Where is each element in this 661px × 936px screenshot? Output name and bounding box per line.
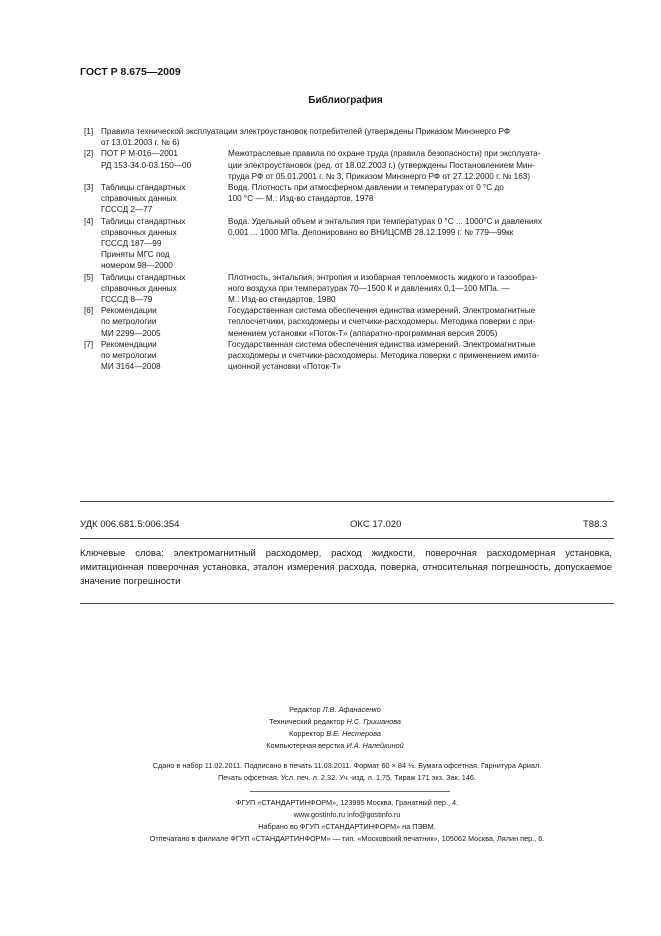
entry-reference: [101, 272, 228, 306]
entry-reference: [101, 182, 228, 216]
credit-name: И.А. Налейкиной: [346, 741, 404, 750]
reference-line: от 13.01.2003 г. № 6): [101, 138, 180, 148]
divider-bottom: [80, 603, 614, 604]
reference-line: Таблицы стандартных: [101, 272, 186, 282]
description-line: расходомеры и счетчики-расходомеры. Методика поверки с применением имита-: [228, 351, 540, 361]
bibliography-list: [84, 126, 610, 372]
description-line: Государственная система обеспечения единства измерений. Электромагнитные: [228, 306, 536, 316]
reference-line: ГСССД 2—77: [101, 205, 153, 215]
entry-reference: [101, 305, 228, 339]
credit-role: Корректор: [289, 729, 325, 738]
description-line: теплосчетчики, расходомеры и счетчики-расходомеры. Методика поверки с при-: [228, 317, 536, 327]
publisher-line: Отпечатано в филиале ФГУП «СТАНДАРТИНФОРМ» — тип. «Московский печатник», 105062 Москва, Лялин пер., 6.: [149, 834, 545, 843]
credit-line: [200, 716, 470, 728]
reference-line: номером 98—2000: [101, 261, 173, 271]
credit-role: Технический редактор: [269, 717, 345, 726]
reference-line: справочных данных: [101, 227, 177, 237]
entry-description: [228, 339, 610, 373]
credit-line: [200, 740, 470, 752]
udk-code: УДК 006.681.5:006.354: [80, 519, 180, 530]
entry-number: [2]: [84, 149, 94, 159]
entry-number: [6]: [84, 306, 94, 316]
credit-name: Л.В. Афанасенко: [322, 705, 381, 714]
entry-number: [4]: [84, 216, 94, 226]
credit-line: [200, 728, 470, 740]
description-line: ции электроустановок (ред. от 18.02.2003 г.) (утверждены Постановлением Мин-: [228, 160, 535, 170]
description-line: М.: Изд-во стандартов, 1980: [228, 295, 336, 305]
description-line: Вода. Удельный объем и энтальпия при температурах 0 °С ... 1000°С и давлениях: [228, 216, 542, 226]
publisher-line: ФГУП «СТАНДАРТИНФОРМ», 123995 Москва, Гранатный пер., 4.: [235, 798, 459, 807]
group-code: Т88.3: [583, 519, 608, 530]
description-line: 0,001 ... 1000 МПа. Депонировано во ВНИЦСМВ 28.12.1999 г. № 779—99кк: [228, 227, 514, 237]
bibliography-entry: [84, 182, 610, 216]
reference-line: РД 153-34.0-03.150—00: [101, 160, 192, 170]
description-line: Межотраслевые правила по охране труда (правила безопасности) при эксплуата-: [228, 149, 541, 159]
bibliography-entry: [84, 126, 610, 148]
reference-line: МИ 2299—2005: [101, 328, 161, 338]
bibliography-entry: [84, 339, 610, 373]
bibliography-entry: [84, 216, 610, 272]
reference-line: Рекомендации: [101, 339, 157, 349]
document-code: ГОСТ Р 8.675—2009: [80, 66, 181, 78]
divider-publisher: [250, 791, 450, 792]
entry-number: [7]: [84, 339, 94, 349]
reference-line: по метрологии: [101, 351, 157, 361]
keywords: Ключевые слова: электромагнитный расходомер, расход жидкости, поверочная расходомерная установка, имитационная поверочная установка, эталон измерения расхода, поверка, относительная погрешность, допускаемое значение погрешности: [80, 548, 612, 587]
reference-line: ПОТ Р М-016—2001: [101, 149, 178, 159]
description-line: ционной установки «Поток-Т»: [228, 362, 341, 372]
credit-role: Редактор: [289, 705, 321, 714]
entry-description: [228, 216, 610, 272]
divider-middle: [80, 538, 614, 539]
credit-line: [200, 704, 470, 716]
entry-reference: [101, 339, 228, 373]
reference-line: Таблицы стандартных: [101, 216, 186, 226]
publisher-line: www.gostinfo.ru info@gostinfo.ru: [293, 810, 401, 819]
bibliography-entry: [84, 272, 610, 306]
bibliography-title: Библиография: [308, 95, 383, 106]
entry-description: [228, 182, 610, 216]
entry-number: [5]: [84, 272, 94, 282]
print-info-line: Сдано в набор 11.02.2011. Подписано в печать 11.03.2011. Формат 60 × 84 ⅛. Бумага офсетная. Гарнитура Ариал.: [152, 761, 542, 770]
credits: [200, 704, 470, 752]
print-info: [80, 760, 614, 784]
bibliography-entry: [84, 305, 610, 339]
entry-reference: [101, 216, 228, 272]
reference-line: Правила технической эксплуатации электроустановок потребителей (утверждены Приказом Минэнерго РФ: [101, 127, 511, 136]
description-line: труда РФ от 05.01.2001 г. № 3, Приказом Минэнерго РФ от 27.12.2000 г. № 163): [228, 171, 531, 181]
reference-line: Таблицы стандартных: [101, 183, 186, 193]
bibliography-entry: [84, 148, 610, 182]
credit-name: В.Е. Нестерова: [326, 729, 381, 738]
reference-line: справочных данных: [101, 283, 177, 293]
description-line: ного воздуха при температурах 70—1500 К и давлениях 0,1—100 МПа. —: [228, 283, 510, 293]
entry-number: [3]: [84, 183, 94, 193]
entry-description: [228, 305, 610, 339]
entry-description: [228, 148, 610, 182]
print-info-line: Печать офсетная. Усл. печ. л. 2,32. Уч.-изд. л. 1,75. Тираж 171 экз. Зак. 146.: [218, 773, 476, 782]
description-line: Плотность, энтальпия, энтропия и изобарная теплоемкость жидкого и газообраз-: [228, 272, 538, 282]
description-line: Государственная система обеспечения единства измерений. Электромагнитные: [228, 339, 536, 349]
credit-name: Н.С. Гришанова: [346, 717, 401, 726]
divider-top: [80, 501, 614, 502]
description-line: менением установки «Поток-Т» (аппаратно-программная версия 2005): [228, 328, 498, 338]
publisher-info: [80, 797, 614, 845]
reference-line: по метрологии: [101, 317, 157, 327]
reference-line: ГСССД 187—99: [101, 239, 162, 249]
entry-reference: [101, 148, 228, 182]
entry-number: [1]: [84, 127, 94, 136]
reference-line: Рекомендации: [101, 306, 157, 316]
description-line: Вода. Плотность при атмосферном давлении и температурах от 0 °С до: [228, 183, 504, 193]
publisher-line: Набрано во ФГУП «СТАНДАРТИНФОРМ» на ПЭВМ.: [258, 822, 436, 831]
entry-description: [228, 272, 610, 306]
credit-role: Компьютерная верстка: [266, 741, 345, 750]
reference-line: Приняты МГС под: [101, 250, 170, 260]
entry-reference: [101, 126, 610, 148]
description-line: 100 °С — М.: Изд-во стандартов, 1978: [228, 194, 374, 204]
reference-line: справочных данных: [101, 194, 177, 204]
reference-line: МИ 3164—2008: [101, 362, 161, 372]
oks-code: ОКС 17.020: [350, 519, 402, 530]
reference-line: ГСССД 8—79: [101, 295, 153, 305]
